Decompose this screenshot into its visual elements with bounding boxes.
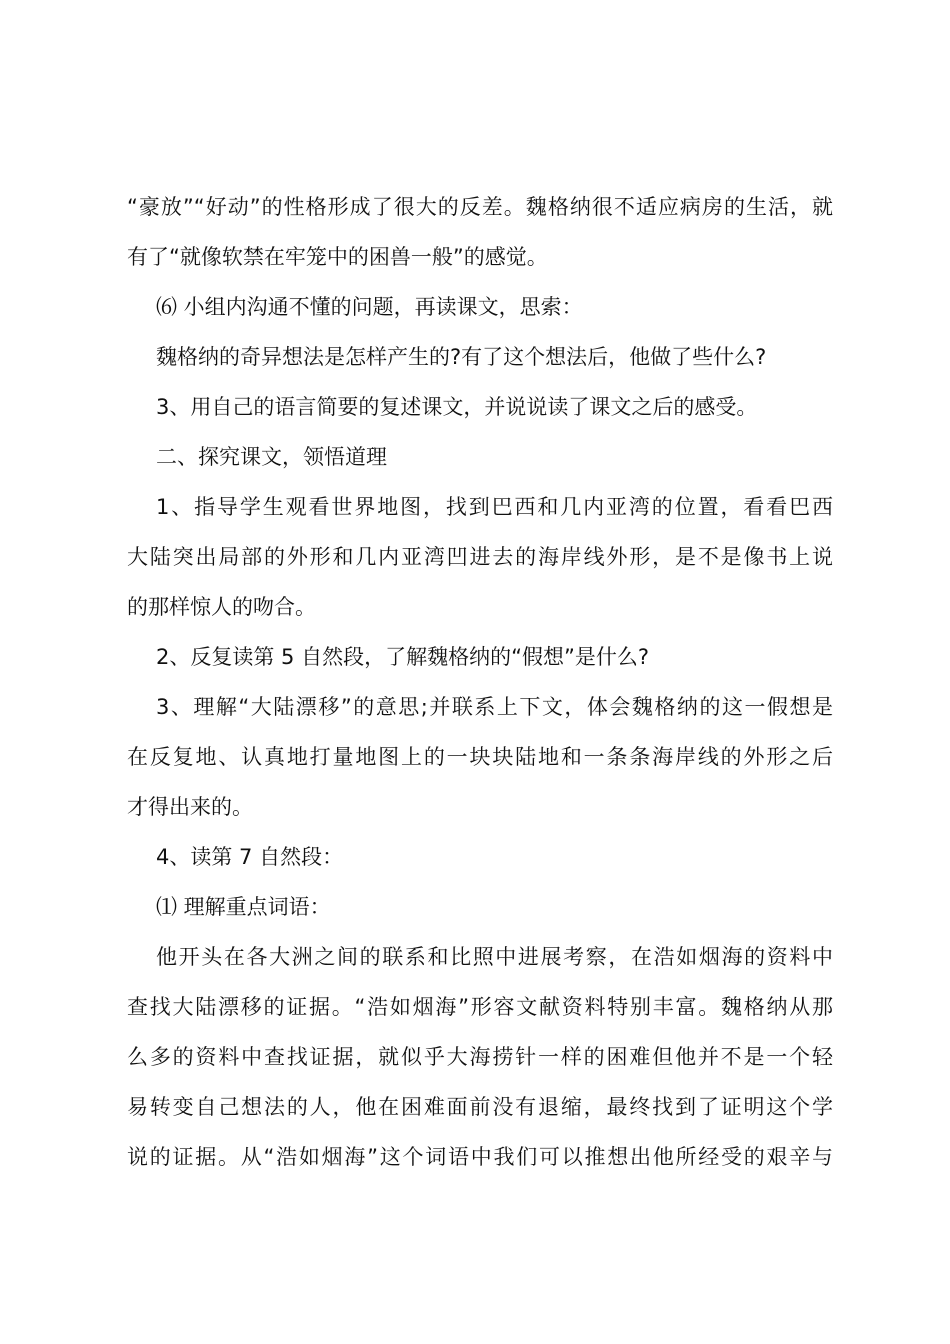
text-line: 易转变自己想法的人，他在困难面前没有退缩，最终找到了证明这个学 <box>127 1095 833 1119</box>
text-line: 他开头在各大洲之间的联系和比照中进展考察，在浩如烟海的资料中 <box>156 945 833 969</box>
text-line: 说的证据。从“浩如烟海”这个词语中我们可以推想出他所经受的艰辛与 <box>127 1145 833 1169</box>
text-line: 3、用自己的语言简要的复述课文，并说说读了课文之后的感受。 <box>156 395 758 419</box>
text-line: 2、反复读第 5 自然段，了解魏格纳的“假想”是什么? <box>156 645 649 669</box>
text-line: 3、理解“大陆漂移”的意思;并联系上下文，体会魏格纳的这一假想是 <box>156 695 833 719</box>
text-line: 有了“就像软禁在牢笼中的困兽一般”的感觉。 <box>127 245 548 269</box>
document-body <box>127 182 833 1182</box>
text-line: ⑹ 小组内沟通不懂的问题，再读课文，思索： <box>156 295 583 319</box>
section-heading: 二、探究课文，领悟道理 <box>156 445 387 469</box>
text-line: ⑴ 理解重点词语： <box>156 895 331 919</box>
text-line: 的那样惊人的吻合。 <box>127 595 316 619</box>
text-line: “豪放”“好动”的性格形成了很大的反差。魏格纳很不适应病房的生活，就 <box>127 195 833 219</box>
text-line: 1、指导学生观看世界地图，找到巴西和几内亚湾的位置，看看巴西 <box>156 495 833 519</box>
text-line: 查找大陆漂移的证据。“浩如烟海”形容文献资料特别丰富。魏格纳从那 <box>127 995 833 1019</box>
text-line: 才得出来的。 <box>127 795 253 819</box>
text-line: 么多的资料中查找证据，就似乎大海捞针一样的困难但他并不是一个轻 <box>127 1045 833 1069</box>
text-line: 大陆突出局部的外形和几内亚湾凹进去的海岸线外形，是不是像书上说 <box>127 545 833 569</box>
text-line: 在反复地、认真地打量地图上的一块块陆地和一条条海岸线的外形之后 <box>127 745 833 769</box>
text-line: 魏格纳的奇异想法是怎样产生的?有了这个想法后，他做了些什么? <box>156 345 767 369</box>
text-line: 4、读第 7 自然段： <box>156 845 344 869</box>
